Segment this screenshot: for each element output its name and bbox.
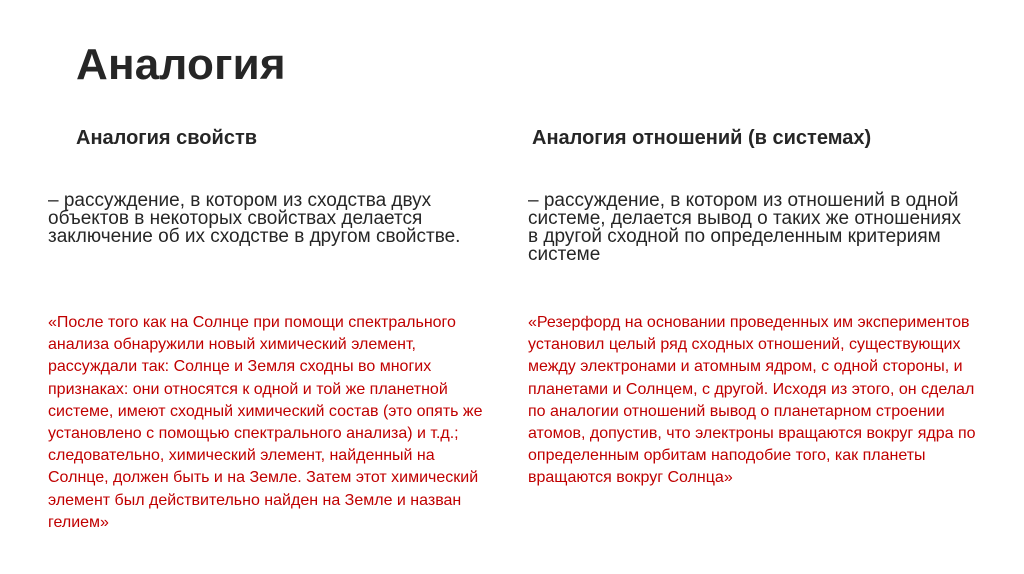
right-definition: – рассуждение, в котором из отношений в одной системе, делается вывод о таких же отношениях в другой сходной по определенным критериям системе [528,190,961,265]
left-example: «После того как на Солнце при помощи спектрального анализа обнаружили новый химический элемент, рассуждали так: Солнце и Земля сходны во многих признаках: они относятся к одной и той же планетной системе, имеют сходный химический состав (это опять же установлено с помощью спектрального анализа) и т.д.; следовательно, химический элемент, найденный на Солнце, должен быть и на Земле. Затем этот химический элемент был действительно найден на Земле и назван гелием» [48,314,483,531]
left-heading: Аналогия свойств [76,127,258,149]
left-column [48,124,488,531]
left-definition: – рассуждение, в котором из сходства двух объектов в некоторых свойствах делается заключение об их сходстве в другом свойстве. [48,190,461,247]
right-example: «Резерфорд на основании проведенных им экспериментов установил целый ряд сходных отношений, существующих между электронами и атомным ядром, с одной стороны, и планетами и Солнцем, с другой. Исходя из этого, он сделал по аналогии отношений вывод о планетарном строении атомов, допустив, что электроны вращаются вокруг ядра по определенным орбитам наподобие того, как планеты вращаются вокруг Солнца» [528,314,976,487]
slide-title: Аналогия [76,40,286,89]
right-heading: Аналогия отношений (в системах) [532,127,872,149]
right-column [528,124,988,487]
